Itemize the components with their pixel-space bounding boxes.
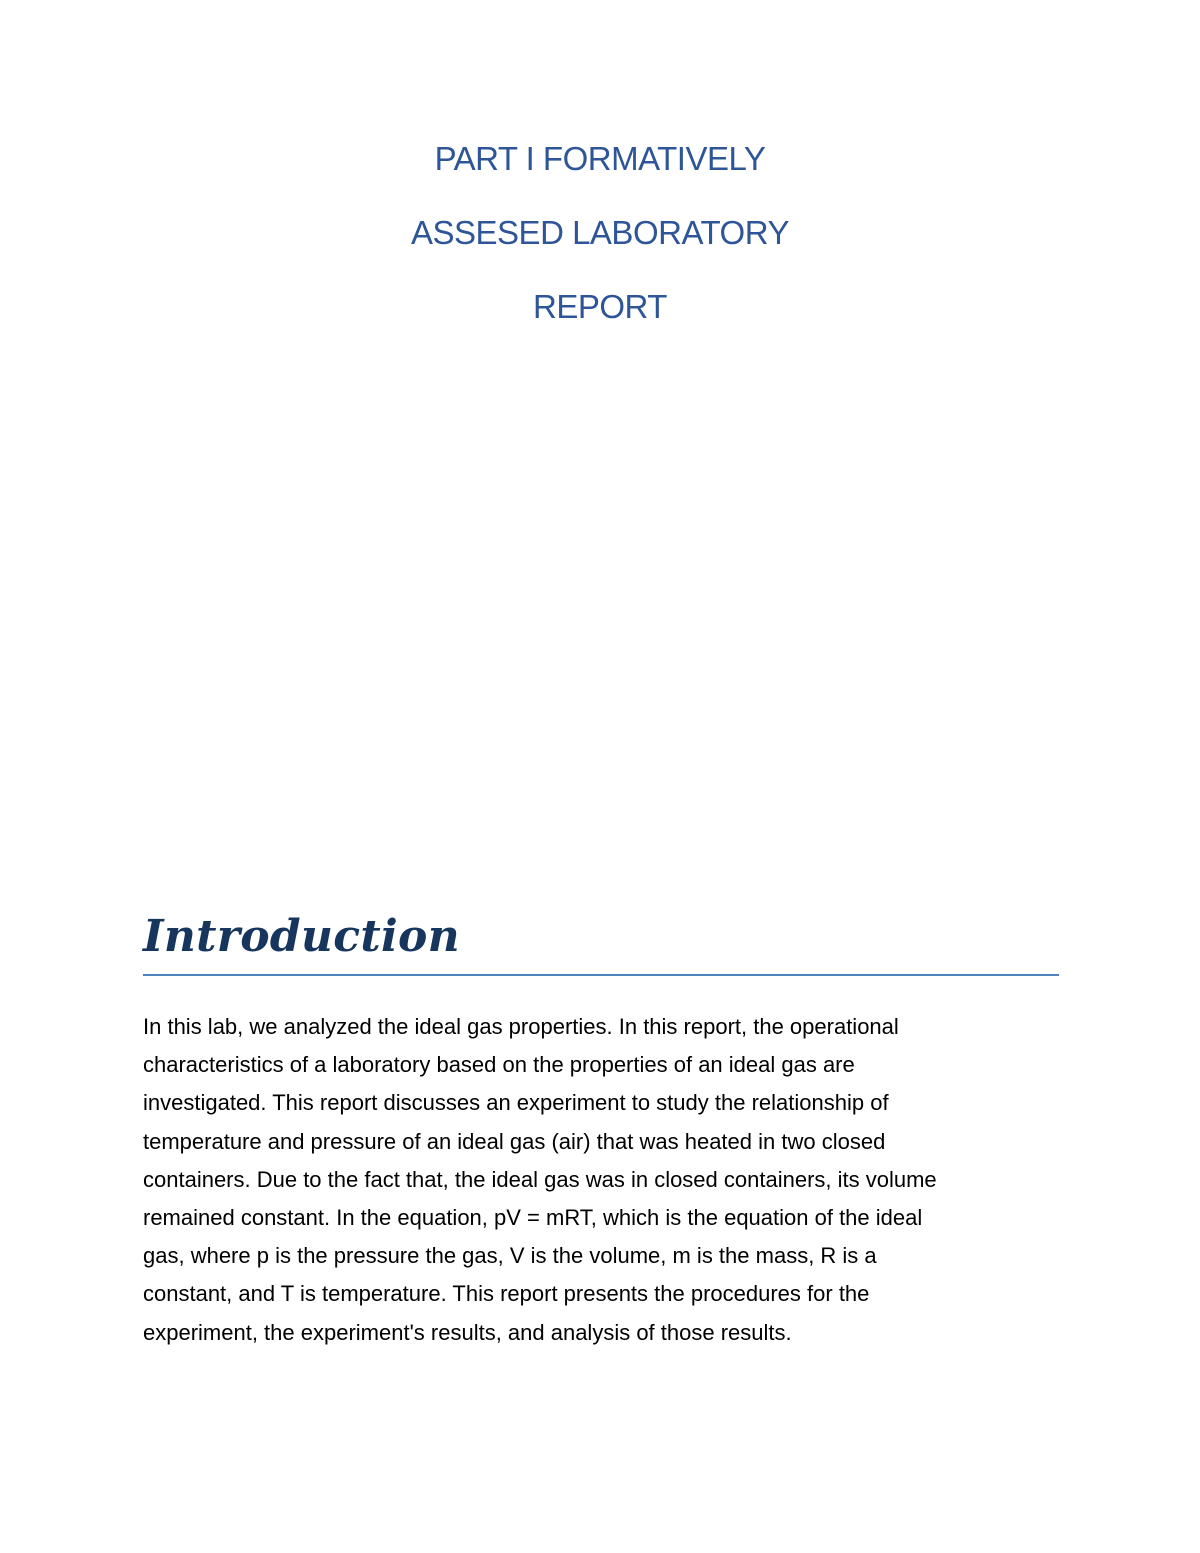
paragraph-line: remained constant. In the equation, pV = mRT, which is the equation of the ideal: [143, 1205, 923, 1231]
paragraph-line: temperature and pressure of an ideal gas (air) that was heated in two closed: [143, 1128, 886, 1154]
introduction-heading: Introduction: [143, 906, 1059, 976]
introduction-section: [143, 906, 1059, 1352]
paragraph-line: constant, and T is temperature. This report presents the procedures for the: [143, 1281, 870, 1307]
title-line-2: ASSESED LABORATORY: [411, 214, 789, 251]
paragraph-line: characteristics of a laboratory based on the properties of an ideal gas are: [143, 1052, 855, 1078]
paragraph-line: experiment, the experiment's results, and analysis of those results.: [143, 1319, 792, 1345]
paragraph-line: investigated. This report discusses an experiment to study the relationship of: [143, 1090, 889, 1116]
introduction-paragraph: [143, 1008, 1059, 1352]
paragraph-line: containers. Due to the fact that, the ideal gas was in closed containers, its volume: [143, 1166, 937, 1192]
paragraph-line: In this lab, we analyzed the ideal gas properties. In this report, the operational: [143, 1014, 899, 1039]
title-line-1: PART I FORMATIVELY: [434, 140, 766, 177]
paragraph-line: gas, where p is the pressure the gas, V is the volume, m is the mass, R is a: [143, 1243, 877, 1269]
title-line-3: REPORT: [533, 288, 667, 325]
report-title: [0, 140, 1200, 362]
